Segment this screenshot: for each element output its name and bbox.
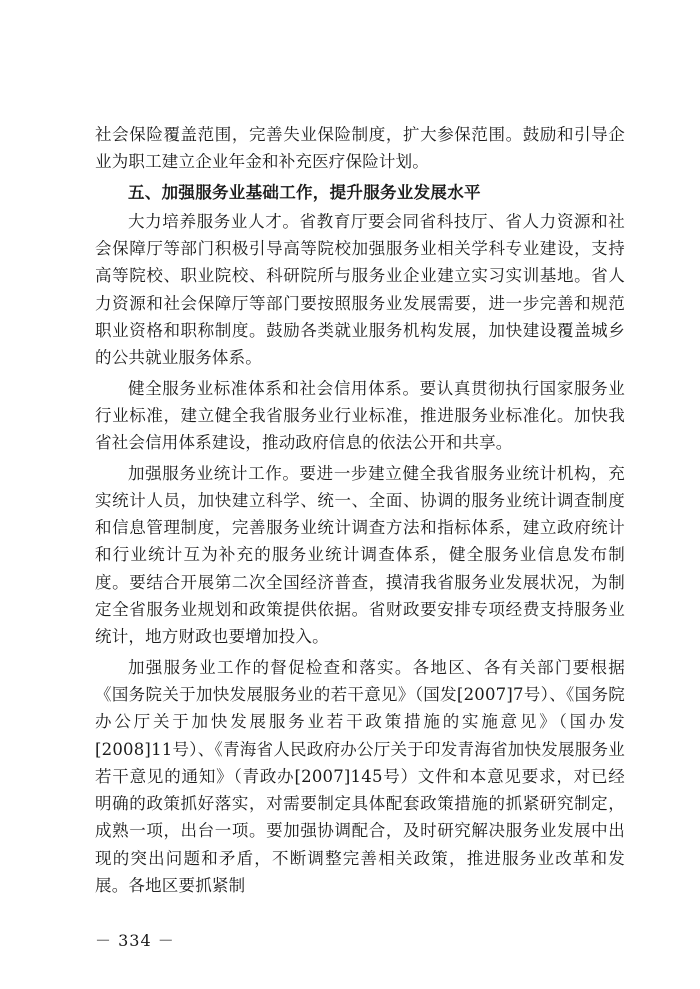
page-number: － 334 － (95, 931, 175, 950)
section-heading: 五、加强服务业基础工作，提升服务业发展水平 (128, 182, 481, 202)
paragraph-talent: 大力培养服务业人才。省教育厅要会同省科技厅、省人力资源和社会保障厅等部门积极引导高等院校加强服务业相关学科专业建设，支持高等院校、职业院校、科研院所与服务业企业建立实习实训基地。省人力资源和社会保障厅等部门要按照服务业发展需要，进一步完善和规范职业资格和职称制度。鼓励各类就业服务机构发展，加快建设覆盖城乡的公共就业服务体系。 (95, 211, 625, 368)
paragraph-statistics: 加强服务业统计工作。要进一步建立健全我省服务业统计机构，充实统计人员，加快建立科学、统一、全面、协调的服务业统计调查制度和信息管理制度，完善服务业统计调查方法和指标体系，建立政府统计和行业统计互为补充的服务业统计调查体系，健全服务业信息发布制度。要结合开展第二次全国经济普查，摸清我省服务业发展状况，为制定全省服务业规划和政策提供依据。省财政要安排专项经费支持服务业统计，地方财政也要增加投入。 (95, 463, 625, 647)
paragraph-supervision: 加强服务业工作的督促检查和落实。各地区、各有关部门要根据《国务院关于加快发展服务业的若干意见》（国发[2007]7号）、《国务院办公厅关于加快发展服务业若干政策措施的实施意见》（国办发[2008]11号）、《青海省人民政府办公厅关于印发青海省加快发展服务业若干意见的通知》（青政办[2007]145号）文件和本意见要求，对已经明确的政策抓好落实，对需要制定具体配套政策措施的抓紧研究制定，成熟一项，出台一项。要加强协调配合，及时研究解决服务业发展中出现的突出问题和矛盾，不断调整完善相关政策，推进服务业改革和发展。各地区要抓紧制 (95, 657, 625, 896)
document-body (95, 121, 625, 902)
paragraph-continuation: 社会保险覆盖范围，完善失业保险制度，扩大参保范围。鼓励和引导企业为职工建立企业年金和补充医疗保险计划。 (95, 125, 625, 172)
paragraph-standards: 健全服务业标准体系和社会信用体系。要认真贯彻执行国家服务业行业标准，建立健全我省服务业行业标准，推进服务业标准化。加快我省社会信用体系建设，推动政府信息的依法公开和共享。 (95, 378, 625, 453)
